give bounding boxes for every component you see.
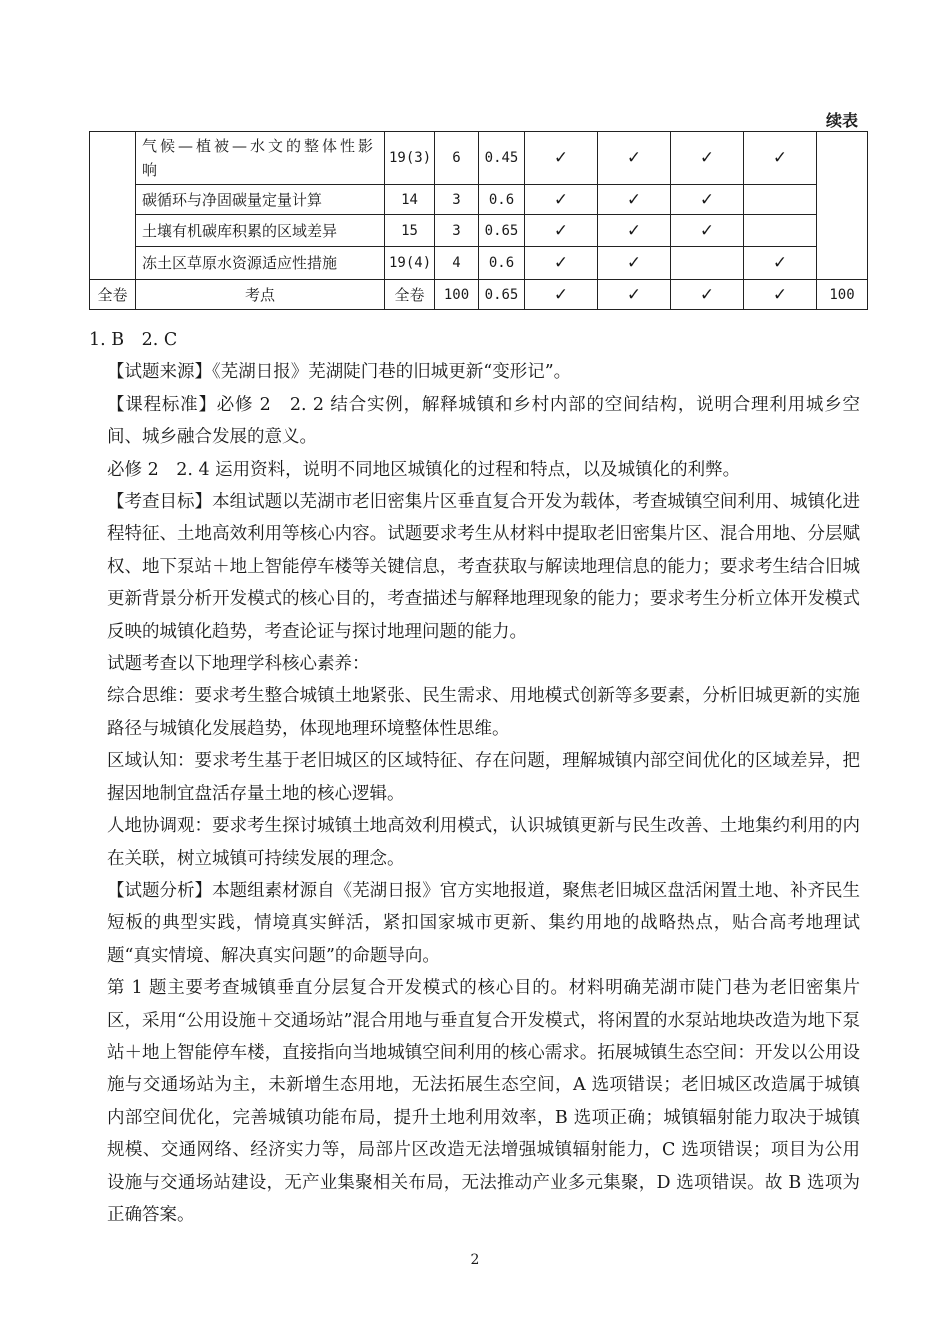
check-mark: ✓	[525, 132, 598, 185]
check-mark: ✓	[598, 215, 671, 247]
paragraph-text: 必修 2 2. 4 运用资料，说明不同地区城镇化的过程和特点，以及城镇化的利弊。	[107, 459, 741, 480]
section-tag: 【考查目标】	[107, 492, 213, 513]
total-score-cell: 100	[435, 280, 479, 310]
paragraph-analysis	[107, 875, 860, 972]
difficulty-cell: 0.6	[479, 185, 525, 215]
difficulty-cell: 0.45	[479, 132, 525, 185]
paragraph-text: 第 1 题主要考查城镇垂直分层复合开发模式的核心目的。材料明确芜湖市陡门巷为老旧密集片区，采用“公用设施＋交通场站”混合用地与垂直复合开发模式，将闲置的水泵站地块改造为地下泵站＋地上智能停车楼，直接指向当地城镇空间利用的核心需求。拓展城镇生态空间：开发以公用设施与交通场站为主，未新增生态用地，无法拓展生态空间，A 选项错误；老旧城区改造属于城镇内部空间优化，完善城镇功能布局，提升土地利用效率，B 选项正确；城镇辐射能力取决于城镇规模、交通网络、经济实力等，局部片区改造无法增强城镇辐射能力，C 选项错误；项目为公用设施与交通场站建设，无产业集聚相关布局，无法推动产业多元集聚，D 选项错误。故 B 选项为正确答案。	[107, 978, 860, 1225]
table-cell-empty	[817, 132, 868, 280]
topic-cell: 气候—植被—水文的整体性影响	[136, 132, 385, 185]
total-difficulty-cell: 0.65	[479, 280, 525, 310]
table-cell-empty	[90, 132, 136, 280]
paragraph-objective	[107, 486, 860, 648]
check-mark: ✓	[525, 280, 598, 310]
analysis-content	[89, 324, 861, 1231]
check-mark: ✓	[671, 132, 744, 185]
score-cell: 4	[435, 247, 479, 280]
check-mark: ✓	[598, 132, 671, 185]
item-cell: 19(3)	[385, 132, 435, 185]
paragraph-curriculum	[107, 389, 860, 454]
section-tag: 【课程标准】	[107, 394, 217, 415]
check-mark: ✓	[598, 280, 671, 310]
paragraph-text: 人地协调观：要求考生探讨城镇土地高效利用模式，认识城镇更新与民生改善、土地集约利用的内在关联，树立城镇可持续发展的理念。	[107, 816, 860, 869]
section-tag: 【试题分析】	[107, 880, 213, 901]
paragraph-text: 《芜湖日报》芜湖陡门巷的旧城更新“变形记”。	[212, 362, 572, 383]
difficulty-cell: 0.6	[479, 247, 525, 280]
item-cell: 15	[385, 215, 435, 247]
check-mark: ✓	[525, 247, 598, 280]
table-row	[90, 185, 868, 215]
check-mark	[744, 185, 817, 215]
paragraph-source	[107, 356, 860, 388]
paragraph-text: 必修 2 2. 2 结合实例，解释城镇和乡村内部的空间结构，说明合理利用城乡空间、城乡融合发展的意义。	[107, 394, 860, 448]
topic-cell: 土壤有机碳库积累的区域差异	[136, 215, 385, 247]
table-row	[90, 247, 868, 280]
answer-line: 1. B 2. C	[89, 330, 178, 350]
check-mark: ✓	[744, 247, 817, 280]
total-item-cell: 全卷	[385, 280, 435, 310]
check-mark: ✓	[744, 280, 817, 310]
paragraph-text: 综合思维：要求考生整合城镇土地紧张、民生需求、用地模式创新等多要素，分析旧城更新的实施路径与城镇化发展趋势，体现地理环境整体性思维。	[107, 686, 860, 739]
paragraph-text: 试题考查以下地理学科核心素养：	[107, 654, 370, 675]
check-mark: ✓	[671, 185, 744, 215]
check-mark	[671, 247, 744, 280]
paragraph-text: 本组试题以芜湖市老旧密集片区垂直复合开发为载体，考查城镇空间利用、城镇化进程特征、土地高效利用等核心内容。试题要求考生从材料中提取老旧密集片区、混合用地、分层赋权、地下泵站＋地上智能停车楼等关键信息，考查获取与解读地理信息的能力；要求考生结合旧城更新背景分析开发模式的核心目的，考查描述与解释地理现象的能力；要求考生分析立体开发模式反映的城镇化趋势，考查论证与探讨地理问题的能力。	[107, 492, 861, 642]
total-last-cell: 100	[817, 280, 868, 310]
score-cell: 3	[435, 215, 479, 247]
paragraph-harmony	[107, 810, 860, 875]
paragraph-curriculum-2	[107, 454, 860, 486]
score-cell: 6	[435, 132, 479, 185]
score-cell: 3	[435, 185, 479, 215]
check-mark: ✓	[525, 185, 598, 215]
check-mark: ✓	[671, 215, 744, 247]
paragraph-thinking	[107, 680, 860, 745]
check-mark: ✓	[671, 280, 744, 310]
item-cell: 14	[385, 185, 435, 215]
item-cell: 19(4)	[385, 247, 435, 280]
total-label-cell: 全卷	[90, 280, 136, 310]
paragraph-literacy-intro	[107, 648, 860, 680]
exam-spec-table	[89, 131, 868, 310]
paragraph-text: 区域认知：要求考生基于老旧城区的区域特征、存在问题，理解城镇内部空间优化的区域差异，把握因地制宜盘活存量土地的核心逻辑。	[107, 751, 860, 804]
check-mark: ✓	[598, 247, 671, 280]
check-mark: ✓	[744, 132, 817, 185]
check-mark: ✓	[598, 185, 671, 215]
section-tag: 【试题来源】	[107, 362, 212, 383]
difficulty-cell: 0.65	[479, 215, 525, 247]
total-topic-cell: 考点	[136, 280, 385, 310]
paragraph-question-1	[107, 972, 860, 1231]
paragraph-regional	[107, 745, 860, 810]
topic-cell: 碳循环与净固碳量定量计算	[136, 185, 385, 215]
continued-table-label: 续表	[825, 111, 858, 130]
table-row	[90, 132, 868, 185]
table-row-total	[90, 280, 868, 310]
table-row	[90, 215, 868, 247]
topic-cell: 冻土区草原水资源适应性措施	[136, 247, 385, 280]
check-mark	[744, 215, 817, 247]
check-mark: ✓	[525, 215, 598, 247]
paragraph-text: 本题组素材源自《芜湖日报》官方实地报道，聚焦老旧城区盘活闲置土地、补齐民生短板的典型实践，情境真实鲜活，紧扣国家城市更新、集约用地的战略热点，贴合高考地理试题“真实情境、解决真实问题”的命题导向。	[107, 880, 861, 966]
page-number: 2	[470, 1252, 480, 1268]
